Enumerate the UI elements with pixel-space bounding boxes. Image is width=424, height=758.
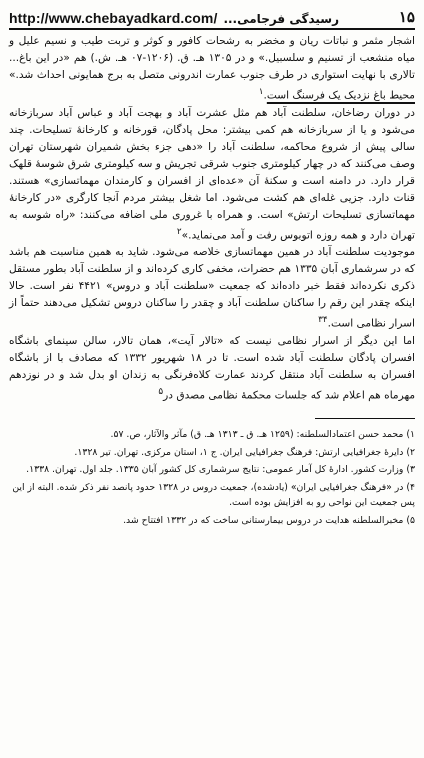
footnotes	[9, 427, 415, 528]
footnote-ref-5: ۵	[158, 386, 164, 397]
paragraph-2-text: در دوران رضاخان، سلطنت آباد هم مثل عشرت آباد و بهجت آباد و عباس آباد سربازخانه می‌شود و یا از سربازخانه هم کمی بیشتر: محل پادگان، قورخانه و کارخانهٔ تسلیحات. چند سالی پیش از شروع محاکمه، سلطنت آباد را «دهی جزء بخش شمیران شهرستان تهران وصف می‌کنند که در چهار کیلومتری جنوب شرقی تجریش و سه کیلومتری شرق شوسهٔ قلهک قرار دارد. در دامنه است و سکنهٔ آن «عده‌ای از افسران و کارمندان مهماتسازی» هستند. قنات دارد. جزیی غله‌ای هم کشت می‌شود. اما شغل بیشتر مردم آنجا کارگری «در کارخانهٔ مهماتسازی تسلیحات ارتش» است. و همراه با غروری ملی اضافه می‌کنند: «راه شوسه به تهران دارد و همه روزه اتوبوس رفت و آمد می‌نماید.»	[9, 106, 415, 242]
footnote-2: ۲) دایرهٔ جغرافیایی ارتش: فرهنگ جغرافیایی ایران. ج ۱، استان مرکزی. تهران. تیر ۱۳۲۸.	[74, 446, 415, 458]
header-left-group	[9, 10, 339, 26]
body-text	[9, 33, 415, 404]
footnote-5: ۵) مخبرالسلطنه هدایت در دروس بیمارستانی ساخت که در ۱۳۳۲ افتتاح شد.	[123, 514, 415, 526]
underlined-phrase: محیط باغ نزدیک یک فرسنگ است	[266, 89, 415, 102]
page-number: ۱۵	[398, 8, 415, 26]
running-title: رسیدگی فرجامی...	[223, 12, 339, 26]
footnote-divider	[315, 418, 415, 419]
footnote-4: ۴) در «فرهنگ جغرافیایی ایران» (یادشده)، جمعیت دروس در ۱۳۲۸ حدود پانصد نفر ذکر شده. البته از این پس جمعیت این نواحی رو به افزایش بوده است.	[12, 481, 415, 509]
paragraph-1: اشجار مثمر و نباتات ریان و مخضر به رشحات کافور و کوثر و تربت طیب و نسیم علیل و میاه منشعب از تسنیم و سلسبیل.» و در ۱۳۰۵ هـ. ق. (۱۲۰۶-۰۷ هـ. ش.) هم «در این باغ... تالاری با نهایت استواری در طرف جنوب عمارت اندرونی متصل به برج همایونی احداث شد.» محیط باغ نزدیک یک فرسنگ است.$^۱$	[9, 35, 415, 102]
header-url[interactable]: http://www.chebayadkard.com/	[9, 10, 218, 26]
footnote-3: ۳) وزارت کشور. ادارهٔ کل آمار عمومی: نتایج سرشماری کل کشور آبان ۱۳۳۵. جلد اول. تهران. ۱۳۳۸.	[26, 464, 415, 476]
footnote-1: ۱) محمد حسن اعتمادالسلطنه: (۱۲۵۹ هـ. ق ـ ۱۳۱۳ هـ. ق) مآثر والآثار، ص. ۵۷.	[110, 429, 415, 441]
paragraph-4-text: اما این دیگر از اسرار نظامی نیست که «تالار آیت»، همان تالار، سالن سینمای باشگاه افسران پادگان سلطنت آباد شده است. تا در ۱۸ شهریور ۱۳۳۲ که مصادف با از باشگاه افسران به سلطنت آباد منتقل کردند عمارت کلاه‌فرنگی به زندان او بدل شد و در نوزدهم مهرماه هم اعلام شد که جلسات محکمهٔ نظامی مصدق در	[9, 334, 415, 402]
paragraph-1-text: اشجار مثمر و نباتات ریان و مخضر به رشحات کافور و کوثر و تربت طیب و نسیم علیل و میاه منشعب از تسنیم و سلسبیل.» و در ۱۳۰۵ هـ. ق. (۱۲۰۶-۰۷ هـ. ش.) هم «در این باغ... تالاری با نهایت استواری در طرف جنوب عمارت اندرونی متصل به برج همایونی احداث شد.»	[9, 35, 415, 81]
paragraph-3-text: موجودیت سلطنت آباد در همین مهماتسازی خلاصه می‌شود. شاید به همین مناسبت هم باشد که در سرشماری آبان ۱۳۳۵ هم حضرات، مخفی کاری کرده‌اند و از سلطنت آباد بطور مستقل ذکری نکرده‌اند فقط خبر داده‌اند که جمعیت «سلطنت آباد و دروس» ۴۴۲۱ نفر است. حالا اینکه چقدر این رقم را ساکنان سلطنت آباد و چقدر را ساکنان دروس تشکیل می‌دهند حتماً از اسرار نظامی است.	[9, 246, 415, 330]
footnote-ref-3: ۳	[318, 315, 323, 326]
paragraph-2	[9, 105, 415, 245]
footnote-ref-2: ۲	[176, 226, 182, 237]
footnote-ref-4: ۴	[322, 315, 328, 326]
page-header	[9, 4, 415, 30]
paragraph-3	[9, 244, 415, 333]
paragraph-4	[9, 333, 415, 405]
footnote-ref-1: ۱	[258, 87, 264, 97]
